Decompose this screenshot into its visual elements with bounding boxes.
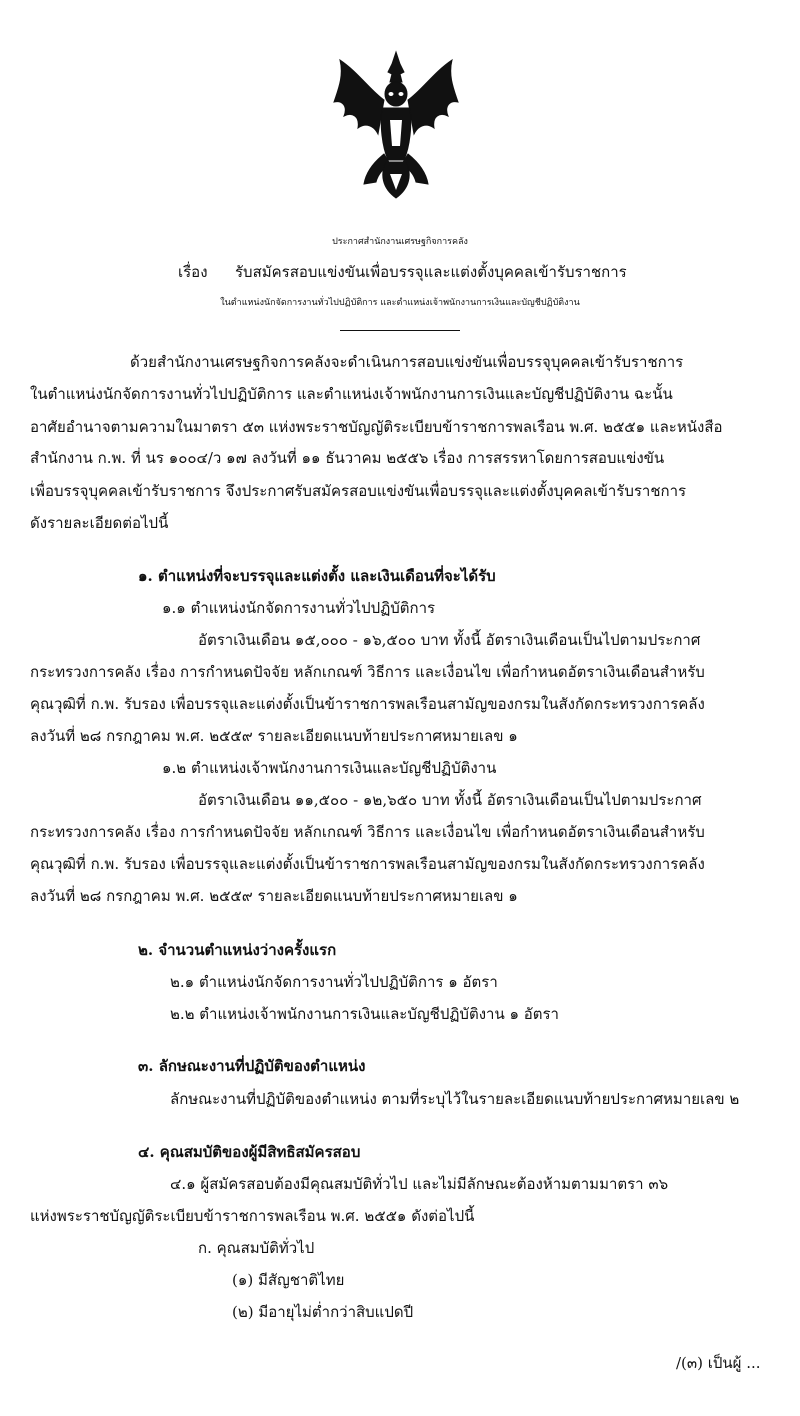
section-1-1-line: กระทรวงการคลัง เรื่อง การกำหนดปัจจัย หลักเกณฑ์ วิธีการ และเงื่อนไข เพื่อกำหนดอัตราเงินเดือนสำหรับ (30, 663, 705, 681)
subject-label: เรื่อง (178, 263, 208, 281)
section-1-2-line: กระทรวงการคลัง เรื่อง การกำหนดปัจจัย หลักเกณฑ์ วิธีการ และเงื่อนไข เพื่อกำหนดอัตราเงินเดือนสำหรับ (30, 823, 705, 841)
section-1-1-title: ๑.๑ ตำแหน่งนักจัดการงานทั่วไปปฏิบัติการ (162, 599, 436, 617)
subject-title: รับสมัครสอบแข่งขันเพื่อบรรจุและแต่งตั้งบุคคลเข้ารับราชการ (235, 263, 627, 281)
section-3-heading: ๓. ลักษณะงานที่ปฏิบัติของตำแหน่ง (138, 1057, 366, 1075)
section-3-text: ลักษณะงานที่ปฏิบัติของตำแหน่ง ตามที่ระบุไว้ในรายละเอียดแนบท้ายประกาศหมายเลข ๒ (170, 1090, 740, 1108)
section-4-sub-heading: ก. คุณสมบัติทั่วไป (198, 1239, 315, 1257)
section-4-1-line: แห่งพระราชบัญญัติระเบียบข้าราชการพลเรือน พ.ศ. ๒๕๕๑ ดังต่อไปนี้ (30, 1207, 475, 1225)
page-continuation: /(๓) เป็นผู้ ... (676, 1354, 761, 1372)
intro-line: ดังรายละเอียดต่อไปนี้ (30, 514, 169, 532)
section-1-2-line: ลงวันที่ ๒๘ กรกฎาคม พ.ศ. ๒๕๕๙ รายละเอียดแนบท้ายประกาศหมายเลข ๑ (30, 887, 518, 905)
agency-title: ประกาศสำนักงานเศรษฐกิจการคลัง (332, 237, 468, 247)
section-1-1-line: คุณวุฒิที่ ก.พ. รับรอง เพื่อบรรจุและแต่งตั้งเป็นข้าราชการพลเรือนสามัญของกรมในสังกัดกระทรวงการคลัง (30, 695, 705, 713)
intro-line: ด้วยสำนักงานเศรษฐกิจการคลังจะดำเนินการสอบแข่งขันเพื่อบรรจุบุคคลเข้ารับราชการ (130, 353, 684, 371)
section-4-item: (๑) มีสัญชาติไทย (232, 1271, 345, 1289)
section-1-1-line: ลงวันที่ ๒๘ กรกฎาคม พ.ศ. ๒๕๕๙ รายละเอียดแนบท้ายประกาศหมายเลข ๑ (30, 727, 518, 745)
section-2-item: ๒.๒ ตำแหน่งเจ้าพนักงานการเงินและบัญชีปฏิบัติงาน ๑ อัตรา (170, 1005, 559, 1023)
section-2-item: ๒.๑ ตำแหน่งนักจัดการงานทั่วไปปฏิบัติการ ๑ อัตรา (170, 973, 498, 991)
section-1-heading: ๑. ตำแหน่งที่จะบรรจุและแต่งตั้ง และเงินเดือนที่จะได้รับ (138, 567, 496, 585)
header-divider (340, 330, 460, 331)
intro-line: อาศัยอำนาจตามความในมาตรา ๕๓ แห่งพระราชบัญญัติระเบียบข้าราชการพลเรือน พ.ศ. ๒๕๕๑ และหนังสือ (30, 418, 723, 436)
section-2-heading: ๒. จำนวนตำแหน่งว่างครั้งแรก (138, 941, 337, 959)
intro-line: สำนักงาน ก.พ. ที่ นร ๑๐๐๔/ว ๑๗ ลงวันที่ ๑๑ ธันวาคม ๒๕๕๖ เรื่อง การสรรหาโดยการสอบแข่งขัน (30, 449, 665, 467)
section-1-1-line: อัตราเงินเดือน ๑๕,๐๐๐ - ๑๖,๕๐๐ บาท ทั้งนี้ อัตราเงินเดือนเป็นไปตามประกาศ (198, 631, 701, 649)
intro-line: ในตำแหน่งนักจัดการงานทั่วไปปฏิบัติการ และตำแหน่งเจ้าพนักงานการเงินและบัญชีปฏิบัติงาน ฉะนั้น (30, 385, 673, 403)
section-1-2-title: ๑.๒ ตำแหน่งเจ้าพนักงานการเงินและบัญชีปฏิบัติงาน (162, 759, 497, 777)
garuda-emblem-icon (330, 50, 462, 200)
section-4-item: (๒) มีอายุไม่ต่ำกว่าสิบแปดปี (232, 1303, 414, 1321)
section-1-2-line: คุณวุฒิที่ ก.พ. รับรอง เพื่อบรรจุและแต่งตั้งเป็นข้าราชการพลเรือนสามัญของกรมในสังกัดกระทรวงการคลัง (30, 855, 705, 873)
section-1-2-line: อัตราเงินเดือน ๑๑,๕๐๐ - ๑๒,๖๕๐ บาท ทั้งนี้ อัตราเงินเดือนเป็นไปตามประกาศ (198, 791, 702, 809)
intro-line: เพื่อบรรจุบุคคลเข้ารับราชการ จึงประกาศรับสมัครสอบแข่งขันเพื่อบรรจุและแต่งตั้งบุคคลเข้ารับราชการ (30, 482, 687, 500)
section-4-heading: ๔. คุณสมบัติของผู้มีสิทธิสมัครสอบ (138, 1143, 361, 1161)
section-4-1-line: ๔.๑ ผู้สมัครสอบต้องมีคุณสมบัติทั่วไป และไม่มีลักษณะต้องห้ามตามมาตรา ๓๖ (170, 1175, 669, 1193)
subject-title-line2: ในตำแหน่งนักจัดการงานทั่วไปปฏิบัติการ และตำแหน่งเจ้าพนักงานการเงินและบัญชีปฏิบัติงาน (220, 298, 580, 308)
